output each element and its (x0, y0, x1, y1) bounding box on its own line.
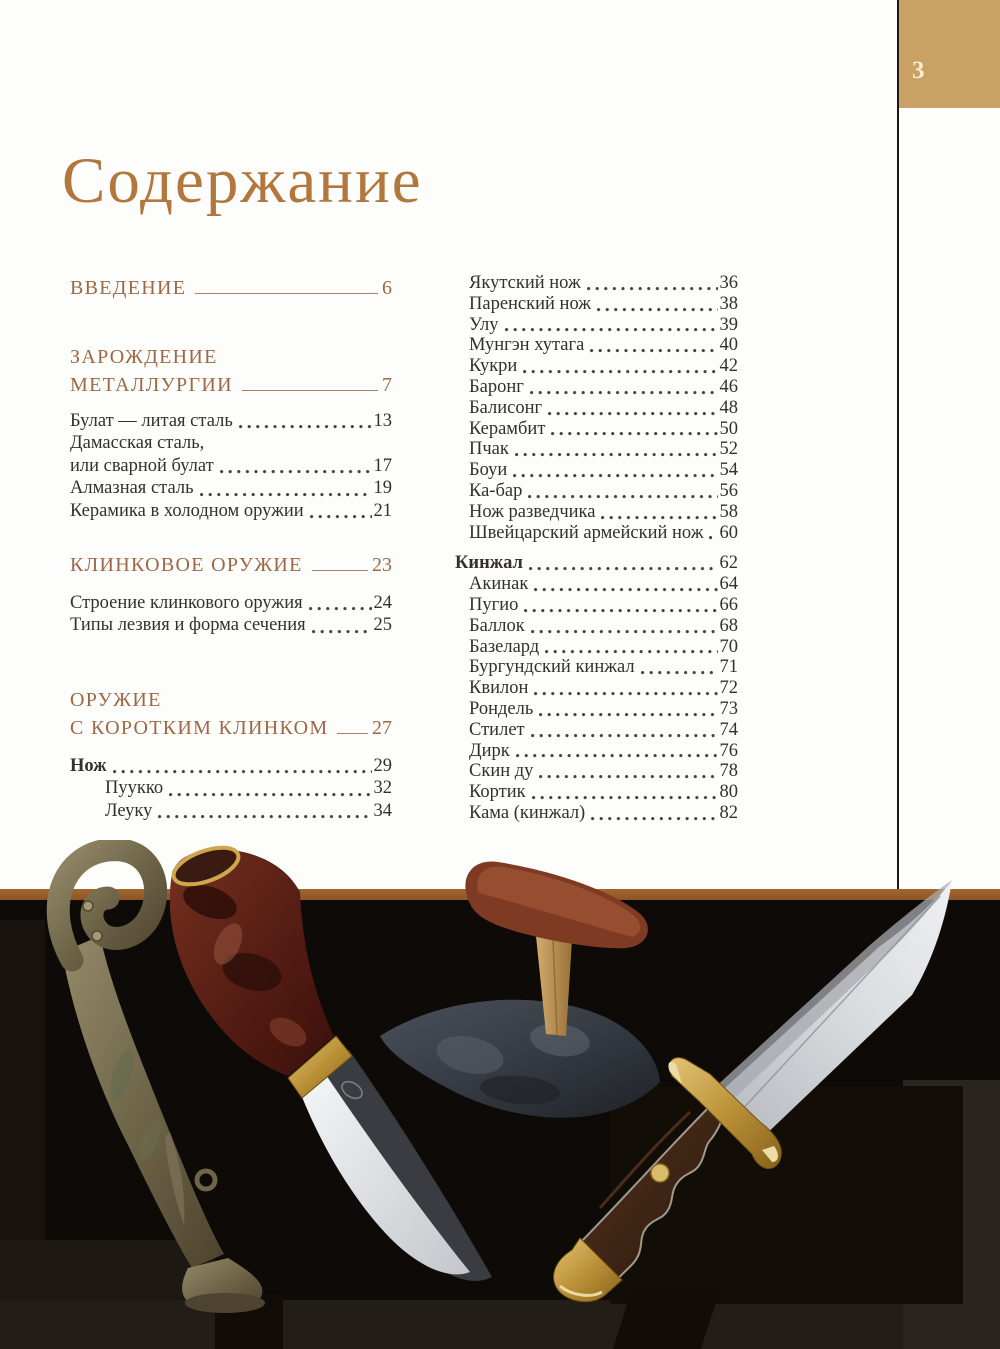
toc-row (455, 356, 738, 377)
heading-rule (195, 293, 378, 294)
toc-row (455, 377, 738, 398)
dot-leader (539, 774, 717, 779)
toc-page-number: 39 (719, 314, 738, 335)
page-number-tab (899, 0, 1000, 108)
dot-leader (528, 494, 717, 499)
toc-label: Квилон (469, 678, 529, 699)
toc-label: Кукри (469, 356, 518, 377)
toc-label: Базелард (469, 636, 540, 657)
toc-label: Строение клинкового оружия (70, 593, 303, 613)
toc-label: Балисонг (469, 397, 543, 418)
toc-page-number: 46 (719, 376, 738, 397)
toc-section-heading (70, 371, 392, 399)
toc-page-number: 62 (719, 553, 738, 574)
toc-row (70, 614, 392, 636)
dot-leader (523, 369, 717, 374)
dot-leader (534, 587, 717, 592)
toc-label: Баронг (469, 376, 524, 397)
toc-page-number: 7 (382, 374, 392, 396)
toc-page-number: 38 (719, 293, 738, 314)
toc-page-number: 50 (719, 418, 738, 439)
toc-page-number: 68 (719, 615, 738, 636)
toc-label: или сварной булат (70, 455, 214, 476)
dot-leader (220, 469, 372, 474)
photo-background-patch (613, 1292, 720, 1349)
toc-label: Стилет (469, 719, 525, 740)
toc-page-number: 32 (373, 778, 392, 799)
dot-leader (516, 753, 718, 758)
toc-label: Швейцарский армейский нож (469, 522, 704, 543)
toc-page-number: 78 (719, 761, 738, 782)
toc-row (455, 678, 738, 699)
toc-label: Кортик (469, 782, 526, 803)
toc-row (455, 637, 738, 658)
toc-page-number: 34 (373, 800, 392, 821)
toc-label: Булат — литая сталь (70, 411, 233, 431)
toc-section-heading (70, 274, 392, 302)
toc-row (70, 777, 392, 799)
footer-photo-band (0, 900, 1000, 1349)
dot-leader (587, 286, 718, 291)
dot-leader (529, 566, 718, 571)
dot-leader (590, 348, 717, 353)
toc-label: Дамасская сталь, (70, 433, 205, 454)
dot-leader (709, 535, 717, 540)
toc-page-number: 64 (719, 574, 738, 595)
page-number: 3 (912, 57, 925, 84)
toc-row (455, 553, 738, 574)
toc-row (70, 477, 392, 499)
toc-page-number: 82 (719, 802, 738, 823)
toc-section-title: С КОРОТКИМ КЛИНКОМ (70, 717, 329, 739)
toc-section-heading (70, 343, 392, 371)
toc-page-number: 73 (719, 698, 738, 719)
toc-row (455, 481, 738, 502)
toc-row (455, 315, 738, 336)
toc-row (455, 294, 738, 315)
toc-page-number: 17 (373, 455, 392, 476)
photo-background-patch (610, 1086, 963, 1304)
toc-page-number: 36 (719, 273, 738, 293)
toc-section-heading (70, 686, 392, 714)
heading-rule (242, 390, 378, 391)
page-edge-line (897, 0, 899, 889)
toc-row (70, 592, 392, 614)
toc-label: Якутский нож (469, 273, 581, 293)
toc-row (455, 761, 738, 782)
dot-leader (597, 307, 717, 312)
toc-page-number: 29 (373, 756, 392, 776)
dot-leader (548, 411, 717, 416)
toc-section-title: МЕТАЛЛУРГИИ (70, 374, 233, 396)
dot-leader (641, 670, 718, 675)
toc-section-heading (70, 551, 392, 579)
toc-label: Боуи (469, 460, 508, 481)
dot-leader (158, 814, 371, 819)
toc-row (70, 455, 392, 477)
toc-page-number: 80 (719, 782, 738, 803)
toc-section-title: ВВЕДЕНИЕ (70, 277, 187, 299)
dot-leader (539, 712, 717, 717)
heading-rule (337, 733, 368, 734)
toc-label: Бургундский кинжал (469, 657, 635, 678)
toc-row (455, 657, 738, 678)
toc-row (455, 803, 738, 824)
toc-page-number: 23 (372, 554, 392, 576)
dot-leader (113, 769, 372, 774)
toc-page-number: 76 (719, 740, 738, 761)
toc-row (455, 523, 738, 544)
toc-page-number: 71 (719, 657, 738, 678)
toc-label: Баллок (469, 615, 525, 636)
toc-label: Алмазная сталь (70, 478, 194, 499)
toc-page-number: 13 (373, 411, 392, 431)
toc-row (455, 419, 738, 440)
toc-label: Ка-бар (469, 480, 523, 501)
toc-label: Нож разведчика (469, 501, 596, 522)
toc-page-number: 58 (719, 501, 738, 522)
footer-rule (0, 889, 1000, 900)
dot-leader (513, 473, 717, 478)
toc-section (70, 274, 392, 302)
toc-page-number: 24 (373, 593, 392, 613)
toc-row (455, 335, 738, 356)
dot-leader (591, 816, 717, 821)
dot-leader (545, 649, 717, 654)
toc-label: Рондель (469, 698, 534, 719)
toc-row (455, 595, 738, 616)
dot-leader (505, 327, 718, 332)
toc-section-items (70, 592, 392, 637)
toc-row (455, 273, 738, 294)
toc-page-number: 56 (719, 480, 738, 501)
toc-row (70, 432, 392, 454)
toc-section (70, 343, 392, 522)
dot-leader (551, 431, 717, 436)
toc-row (455, 502, 738, 523)
dot-leader (531, 629, 718, 634)
toc-page-number: 6 (382, 277, 392, 299)
toc-page-number: 70 (719, 636, 738, 657)
toc-row (455, 574, 738, 595)
toc-label: Пуукко (105, 778, 164, 799)
photo-background-patch (215, 1295, 283, 1349)
dot-leader (531, 733, 718, 738)
dot-leader (534, 691, 717, 696)
toc-page-number: 27 (372, 717, 392, 739)
toc-row (70, 755, 392, 777)
toc-section (70, 551, 392, 637)
toc-label: Керамбит (469, 418, 546, 439)
toc-page-number: 54 (719, 460, 738, 481)
dot-leader (312, 629, 372, 634)
toc-label: Дирк (469, 740, 510, 761)
toc-section-title: ОРУЖИЕ (70, 689, 162, 711)
toc-left-column (70, 0, 392, 860)
dot-leader (309, 606, 372, 611)
toc-row (455, 616, 738, 637)
dot-leader (524, 608, 717, 613)
toc-row (70, 410, 392, 432)
toc-row (455, 782, 738, 803)
toc-page-number: 21 (373, 500, 392, 521)
toc-page-number: 42 (719, 356, 738, 377)
dot-leader (515, 452, 718, 457)
page-title: Содержание (62, 145, 423, 217)
toc-page-number: 40 (719, 335, 738, 356)
photo-background-patch (0, 1300, 1000, 1349)
toc-row (455, 398, 738, 419)
toc-page-number: 48 (719, 397, 738, 418)
toc-row (70, 800, 392, 822)
toc-right-column (455, 273, 738, 824)
toc-label: Леуку (105, 800, 153, 821)
toc-section-title: КЛИНКОВОЕ ОРУЖИЕ (70, 554, 303, 576)
toc-label: Мунгэн хутага (469, 335, 585, 356)
toc-row (70, 500, 392, 522)
toc-page-number: 25 (373, 615, 392, 636)
toc-label: Паренский нож (469, 293, 592, 314)
toc-row (455, 460, 738, 481)
toc-page-number: 52 (719, 439, 738, 460)
toc-label: Пчак (469, 439, 509, 460)
dot-leader (200, 492, 372, 497)
toc-page-number: 19 (373, 478, 392, 499)
toc-label: Пугио (469, 594, 519, 615)
toc-label: Кинжал (455, 553, 523, 574)
toc-label: Скин ду (469, 761, 534, 782)
dot-leader (169, 792, 371, 797)
toc-section-title: ЗАРОЖДЕНИЕ (70, 346, 218, 368)
dot-leader (310, 514, 372, 519)
toc-label: Нож (70, 756, 107, 776)
toc-label: Акинак (469, 574, 529, 595)
toc-section-heading (70, 714, 392, 742)
toc-label: Улу (469, 314, 499, 335)
toc-row (455, 439, 738, 460)
dot-leader (532, 795, 718, 800)
heading-rule (312, 570, 368, 571)
toc-section-items (70, 755, 392, 822)
dot-leader (601, 515, 717, 520)
toc-page-number: 66 (719, 594, 738, 615)
toc-label: Кама (кинжал) (469, 802, 586, 823)
toc-page-number: 60 (719, 522, 738, 543)
dot-leader (530, 390, 718, 395)
toc-label: Керамика в холодном оружии (70, 500, 304, 521)
toc-label: Типы лезвия и форма сечения (70, 615, 306, 636)
toc-page-number: 72 (719, 678, 738, 699)
toc-section (70, 686, 392, 822)
toc-section-items (70, 410, 392, 522)
toc-page-number: 74 (719, 719, 738, 740)
toc-row (455, 741, 738, 762)
toc-row (455, 720, 738, 741)
dot-leader (239, 424, 372, 429)
toc-row (455, 699, 738, 720)
